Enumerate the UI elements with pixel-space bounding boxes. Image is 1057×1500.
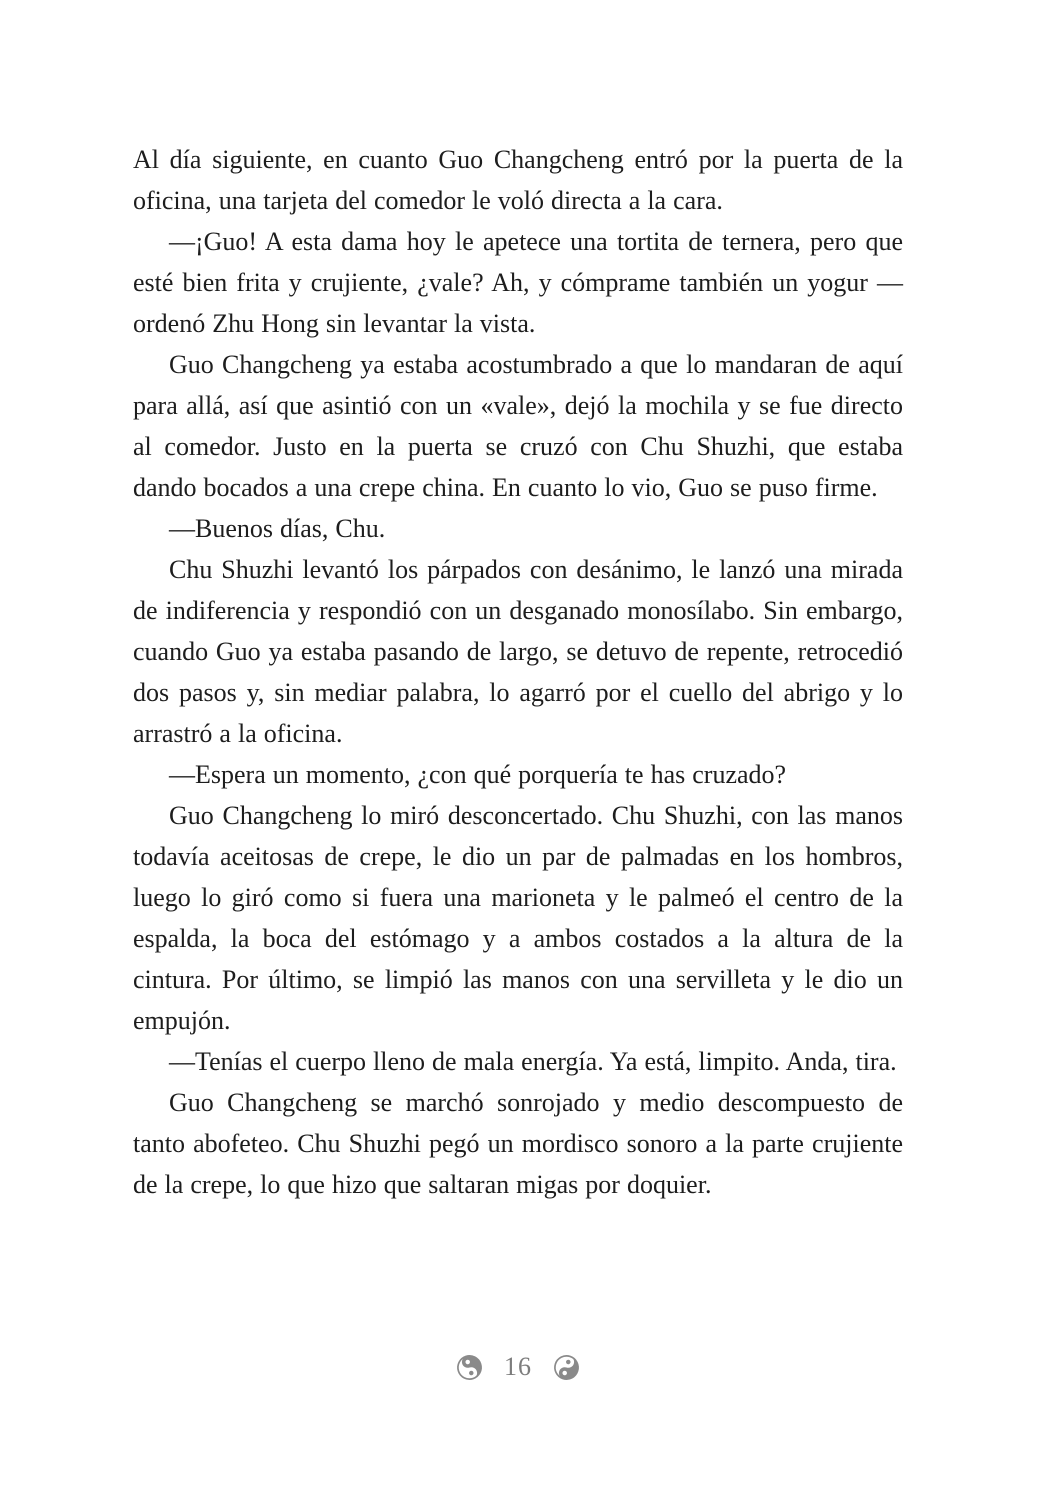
yinyang-left-icon: [456, 1354, 483, 1381]
paragraph: —¡Guo! A esta dama hoy le apetece una tortita de ternera, pero que esté bien frita y crujiente, ¿vale? Ah, y cómprame también un yogur —ordenó Zhu Hong sin levantar la vista.: [133, 227, 903, 338]
paragraph: Al día siguiente, en cuanto Guo Changcheng entró por la puerta de la oficina, una tarjeta del comedor le voló directa a la cara.: [133, 145, 903, 215]
text-column: [133, 139, 903, 1205]
paragraph: —Buenos días, Chu.: [169, 514, 386, 543]
paragraph: Guo Changcheng se marchó sonrojado y medio descompuesto de tanto abofeteo. Chu Shuzhi pegó un mordisco sonoro a la parte crujiente de la crepe, lo que hizo que saltaran migas por doquier.: [133, 1088, 903, 1199]
yinyang-right-icon: [553, 1354, 580, 1381]
paragraph: Guo Changcheng lo miró desconcertado. Chu Shuzhi, con las manos todavía aceitosas de crepe, le dio un par de palmadas en los hombros, luego lo giró como si fuera una marioneta y le palmeó el centro de la espalda, la boca del estómago y a ambos costados a la altura de la cintura. Por último, se limpió las manos con una servilleta y le dio un empujón.: [133, 801, 903, 1035]
paragraph: Guo Changcheng ya estaba acostumbrado a que lo mandaran de aquí para allá, así que asintió con un «vale», dejó la mochila y se fue directo al comedor. Justo en la puerta se cruzó con Chu Shuzhi, que estaba dando bocados a una crepe china. En cuanto lo vio, Guo se puso firme.: [133, 350, 903, 502]
paragraph: —Tenías el cuerpo lleno de mala energía. Ya está, limpito. Anda, tira.: [169, 1047, 897, 1076]
paragraph: —Espera un momento, ¿con qué porquería te has cruzado?: [169, 760, 787, 789]
page-number: 16: [504, 1352, 532, 1381]
page-footer: [133, 1350, 903, 1384]
paragraph: Chu Shuzhi levantó los párpados con desánimo, le lanzó una mirada de indiferencia y respondió con un desganado monosílabo. Sin embargo, cuando Guo ya estaba pasando de largo, se detuvo de repente, retrocedió dos pasos y, sin mediar palabra, lo agarró por el cuello del abrigo y lo arrastró a la oficina.: [133, 555, 903, 748]
